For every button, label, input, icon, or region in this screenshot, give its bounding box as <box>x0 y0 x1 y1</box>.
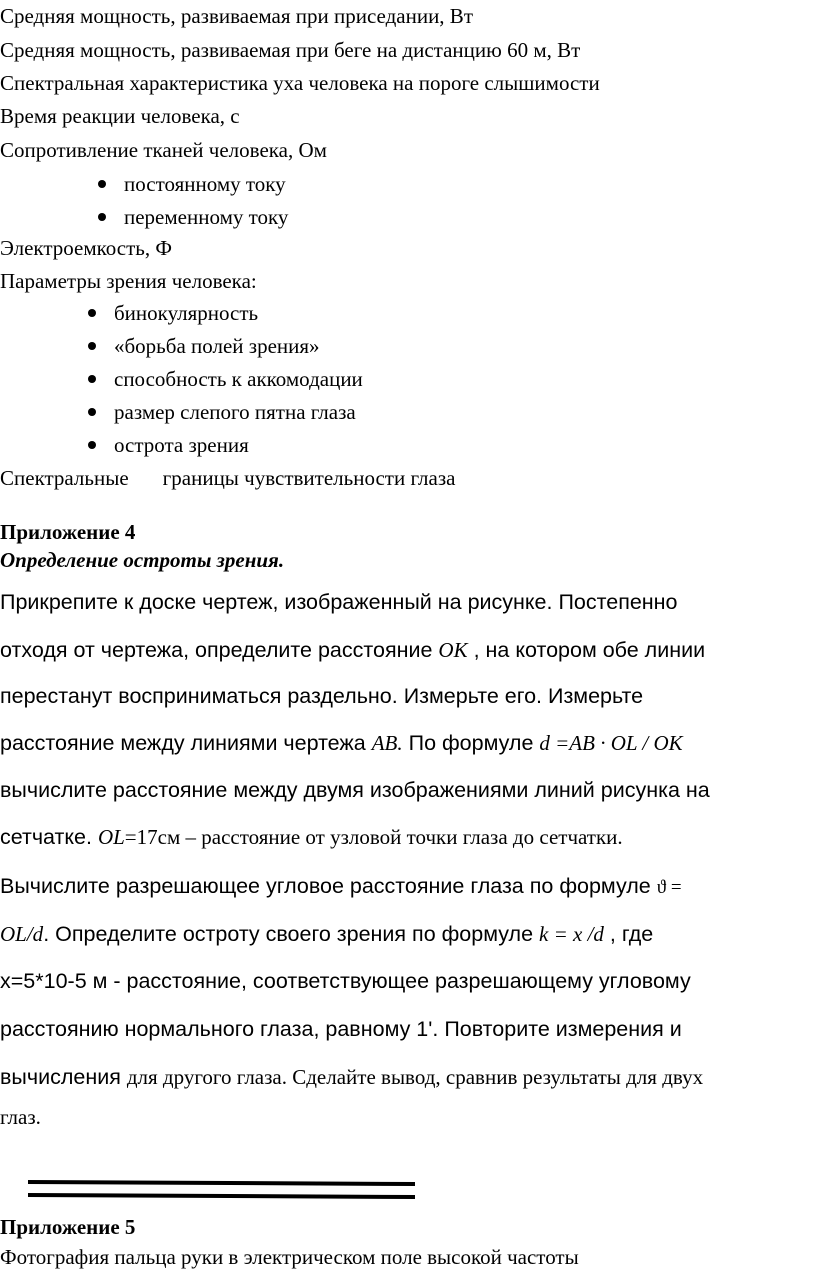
paragraph-line-12: глаз. <box>0 1105 41 1129</box>
var-ok: OK <box>438 638 468 662</box>
paragraph-line-5: вычислите расстояние между двумя изображениями линий рисунка на <box>0 778 710 802</box>
line-ear-spectrum: Спектральная характеристика уха человека на пороге слышимости <box>0 71 600 95</box>
paragraph-line-3: перестанут восприниматься раздельно. Измерьте его. Измерьте <box>0 684 644 708</box>
paragraph-line-11: вычисления для другого глаза. Сделайте вывод, сравнив результаты для двух <box>0 1065 704 1089</box>
bullet-item-ac: переменному току <box>98 207 288 228</box>
appendix5-text: Фотография пальца руки в электрическом поле высокой частоты <box>0 1245 579 1269</box>
paragraph-line-7: Вычислите разрешающее угловое расстояние глаза по формуле ϑ = <box>0 874 682 898</box>
formula-d: d =AB · OL / OK <box>539 731 683 755</box>
bullet-dot <box>88 408 96 416</box>
bullet-item-rivalry: «борьба полей зрения» <box>88 336 320 357</box>
bullet-item-accommodation: способность к аккомодации <box>88 369 363 390</box>
line-run-power: Средняя мощность, развиваемая при беге на дистанцию 60 м, Вт <box>0 38 581 62</box>
paragraph-line-9: x=5*10-5 м - расстояние, соответствующее разрешающему угловому <box>0 969 691 993</box>
paragraph-line-6: сетчатке. OL=17см – расстояние от узловой точки глаза до сетчатки. <box>0 825 623 849</box>
line-capacitance: Электроемкость, Ф <box>0 236 172 260</box>
drawing-line-top <box>28 1182 415 1184</box>
var-ab: AB. <box>371 731 403 755</box>
bullet-dot <box>88 342 96 350</box>
line-reaction-time: Время реакции человека, с <box>0 104 240 128</box>
line-squat-power: Средняя мощность, развиваемая при приседании, Вт <box>0 4 473 28</box>
bullet-item-binocular: бинокулярность <box>88 303 258 324</box>
paragraph-line-2: отходя от чертежа, определите расстояние OK , на котором обе линии <box>0 638 706 662</box>
paragraph-line-10: расстоянию нормального глаза, равному 1'. Повторите измерения и <box>0 1017 682 1041</box>
formula-theta: ϑ = <box>656 877 682 898</box>
bullet-item-acuity: острота зрения <box>88 435 249 456</box>
appendix5-heading: Приложение 5 <box>0 1215 136 1239</box>
line-spectral-bounds <box>0 468 455 489</box>
appendix4-subheading: Определение остроты зрения. <box>0 548 285 572</box>
formula-old: OL/d <box>0 922 44 946</box>
two-lines-drawing <box>20 1175 420 1205</box>
bullet-dot <box>98 180 106 188</box>
appendix4-heading: Приложение 4 <box>0 520 136 544</box>
var-ol: OL <box>97 825 125 849</box>
spectral-rest: границы чувствительности глаза <box>162 466 456 490</box>
bullet-item-blind-spot: размер слепого пятна глаза <box>88 402 356 423</box>
bullet-dot <box>88 375 96 383</box>
bullet-dot <box>88 309 96 317</box>
line-tissue-resistance: Сопротивление тканей человека, Ом <box>0 138 327 162</box>
paragraph-line-4: расстояние между линиями чертежа AB. По формуле d =AB · OL / OK <box>0 731 683 755</box>
bullet-dot <box>98 213 106 221</box>
bullet-dot <box>88 441 96 449</box>
line-vision-params: Параметры зрения человека: <box>0 269 257 293</box>
spectral-word: Спектральные <box>0 466 129 490</box>
paragraph-line-8: OL/d. Определите остроту своего зрения по формуле k = x /d , где <box>0 922 654 946</box>
formula-k: k = x /d <box>539 922 604 946</box>
paragraph-line-1: Прикрепите к доске чертеж, изображенный на рисунке. Постепенно <box>0 590 678 614</box>
drawing-line-bottom <box>28 1195 415 1197</box>
bullet-item-dc: постоянному току <box>98 174 286 195</box>
